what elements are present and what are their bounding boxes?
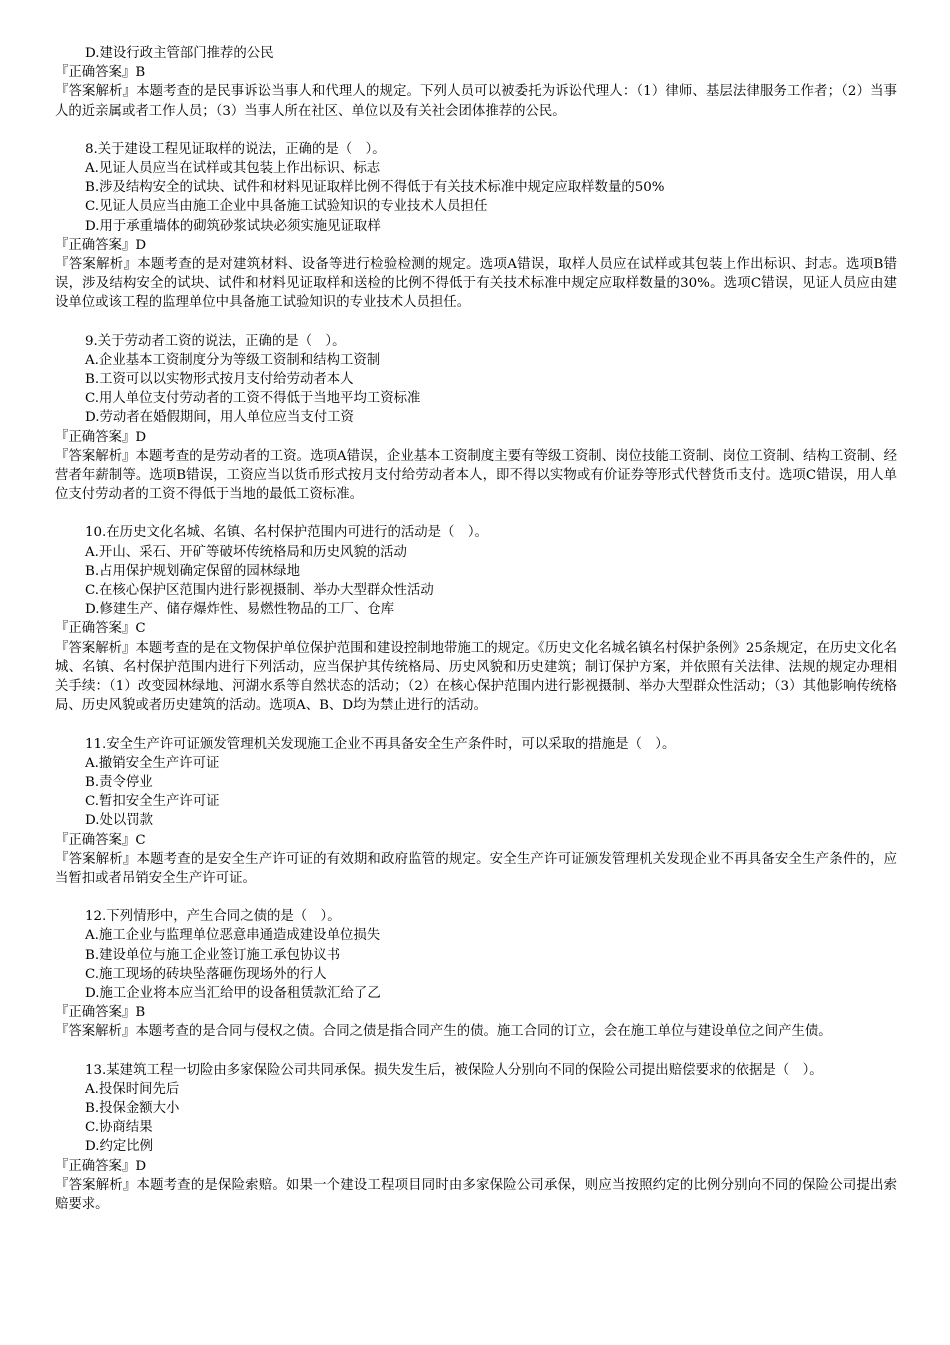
answer-analysis: 『答案解析』本题考查的是劳动者的工资。选项A错误，企业基本工资制度主要有等级工资制、岗位技能工资制、岗位工资制、结构工资制、经营者年薪制等。选项B错误，工资应当以货币形式按月支付给劳动者本人，即不得以实物或有价证券等形式代替货币支付。选项C错误，用人单位支付劳动者的工资不得低于当地的最低工资标准。: [55, 448, 897, 503]
option-d: D.用于承重墙体的砌筑砂浆试块必须实施见证取样: [85, 218, 381, 234]
option-c: C.协商结果: [85, 1120, 153, 1136]
option-a: A.撤销安全生产许可证: [85, 755, 220, 771]
answer-analysis: 『答案解析』本题考查的是安全生产许可证的有效期和政府监管的规定。安全生产许可证颁发管理机关发现企业不再具备安全生产条件的，应当暂扣或者吊销安全生产许可证。: [55, 851, 897, 886]
option-b: B.占用保护规划确定保留的园林绿地: [85, 563, 300, 579]
option-a: A.投保时间先后: [85, 1081, 180, 1097]
question-stem: 9.关于劳动者工资的说法，正确的是（ ）。: [85, 333, 346, 349]
question-10: [55, 523, 897, 715]
option-b: B.责令停业: [85, 774, 153, 790]
document-page: [55, 44, 897, 1214]
option-b: B.工资可以以实物形式按月支付给劳动者本人: [85, 372, 354, 388]
correct-answer: 『正确答案』D: [55, 1158, 147, 1174]
question-12: [55, 907, 897, 1041]
option-c: C.在核心保护区范围内进行影视摄制、举办大型群众性活动: [85, 583, 434, 599]
question-stem: 11.安全生产许可证颁发管理机关发现施工企业不再具备安全生产条件时，可以采取的措施是（ ）。: [85, 736, 676, 752]
correct-answer: 『正确答案』B: [55, 1005, 146, 1021]
correct-answer: 『正确答案』C: [55, 832, 146, 848]
option-d: D.修建生产、储存爆炸性、易燃性物品的工厂、仓库: [85, 602, 395, 618]
option-d: D.劳动者在婚假期间，用人单位应当支付工资: [85, 410, 354, 426]
question-7-tail: [55, 44, 897, 121]
option-d: D.处以罚款: [85, 813, 154, 829]
option-b: B.投保金额大小: [85, 1100, 180, 1116]
option-a: A.见证人员应当在试样或其包装上作出标识、标志: [85, 161, 381, 177]
option-b: B.涉及结构安全的试块、试件和材料见证取样比例不得低于有关技术标准中规定应取样数量的50%: [85, 180, 665, 196]
option-c: C.施工现场的砖块坠落砸伤现场外的行人: [85, 966, 327, 982]
question-8: [55, 140, 897, 313]
answer-analysis: 『答案解析』本题考查的是合同与侵权之债。合同之债是指合同产生的债。施工合同的订立，会在施工单位与建设单位之间产生债。: [55, 1024, 832, 1040]
question-stem: 13.某建筑工程一切险由多家保险公司共同承保。损失发生后，被保险人分别向不同的保险公司提出赔偿要求的依据是（ ）。: [85, 1062, 823, 1078]
question-11: [55, 735, 897, 889]
correct-answer: 『正确答案』B: [55, 65, 146, 81]
option-d: D.施工企业将本应当汇给甲的设备租赁款汇给了乙: [85, 985, 381, 1001]
option-a: A.企业基本工资制度分为等级工资制和结构工资制: [85, 352, 381, 368]
option-c: C.见证人员应当由施工企业中具备施工试验知识的专业技术人员担任: [85, 199, 488, 215]
answer-analysis: 『答案解析』本题考查的是保险索赔。如果一个建设工程项目同时由多家保险公司承保，则应当按照约定的比例分别向不同的保险公司提出索赔要求。: [55, 1177, 897, 1212]
option-c: C.用人单位支付劳动者的工资不得低于当地平均工资标准: [85, 391, 421, 407]
option-d: D.约定比例: [85, 1139, 154, 1155]
correct-answer: 『正确答案』D: [55, 429, 147, 445]
answer-analysis: 『答案解析』本题考查的是对建筑材料、设备等进行检验检测的规定。选项A错误，取样人员应在试样或其包装上作出标识、封志。选项B错误，涉及结构安全的试块、试件和材料见证取样和送检的比例不得低于有关技术标准中规定应取样数量的30%。选项C错误，见证人员应由建设单位或该工程的监理单位中具备施工试验知识的专业技术人员担任。: [55, 257, 897, 311]
option-c: C.暂扣安全生产许可证: [85, 794, 220, 810]
answer-analysis: 『答案解析』本题考查的是在文物保护单位保护范围和建设控制地带施工的规定。《历史文化名城名镇名村保护条例》25条规定，在历史文化名城、名镇、名村保护范围内进行下列活动，应当保护其传统格局、历史风貌和历史建筑；制订保护方案，并依照有关法律、法规的规定办理相关手续：（1）改变园林绿地、河湖水系等自然状态的活动；（2）在核心保护范围内进行影视摄制、举办大型群众性活动；（3）其他影响传统格局、历史风貌或者历史建筑的活动。选项A、B、D均为禁止进行的活动。: [55, 640, 897, 714]
question-stem: 8.关于建设工程见证取样的说法，正确的是（ ）。: [85, 141, 386, 157]
correct-answer: 『正确答案』D: [55, 237, 147, 253]
question-9: [55, 332, 897, 505]
answer-analysis: 『答案解析』本题考查的是民事诉讼当事人和代理人的规定。下列人员可以被委托为诉讼代理人：（1）律师、基层法律服务工作者；（2）当事人的近亲属或者工作人员；（3）当事人所在社区、单位以及有关社会团体推荐的公民。: [55, 84, 897, 119]
correct-answer: 『正确答案』C: [55, 621, 146, 637]
question-stem: 10.在历史文化名城、名镇、名村保护范围内可进行的活动是（ ）。: [85, 525, 488, 541]
option-a: A.施工企业与监理单位恶意串通造成建设单位损失: [85, 928, 381, 944]
question-stem: 12.下列情形中，产生合同之债的是（ ）。: [85, 909, 341, 925]
option-a: A.开山、采石、开矿等破坏传统格局和历史风貌的活动: [85, 544, 407, 560]
option-d: D.建设行政主管部门推荐的公民: [85, 46, 274, 61]
option-b: B.建设单位与施工企业签订施工承包协议书: [85, 947, 341, 963]
question-13: [55, 1061, 897, 1215]
